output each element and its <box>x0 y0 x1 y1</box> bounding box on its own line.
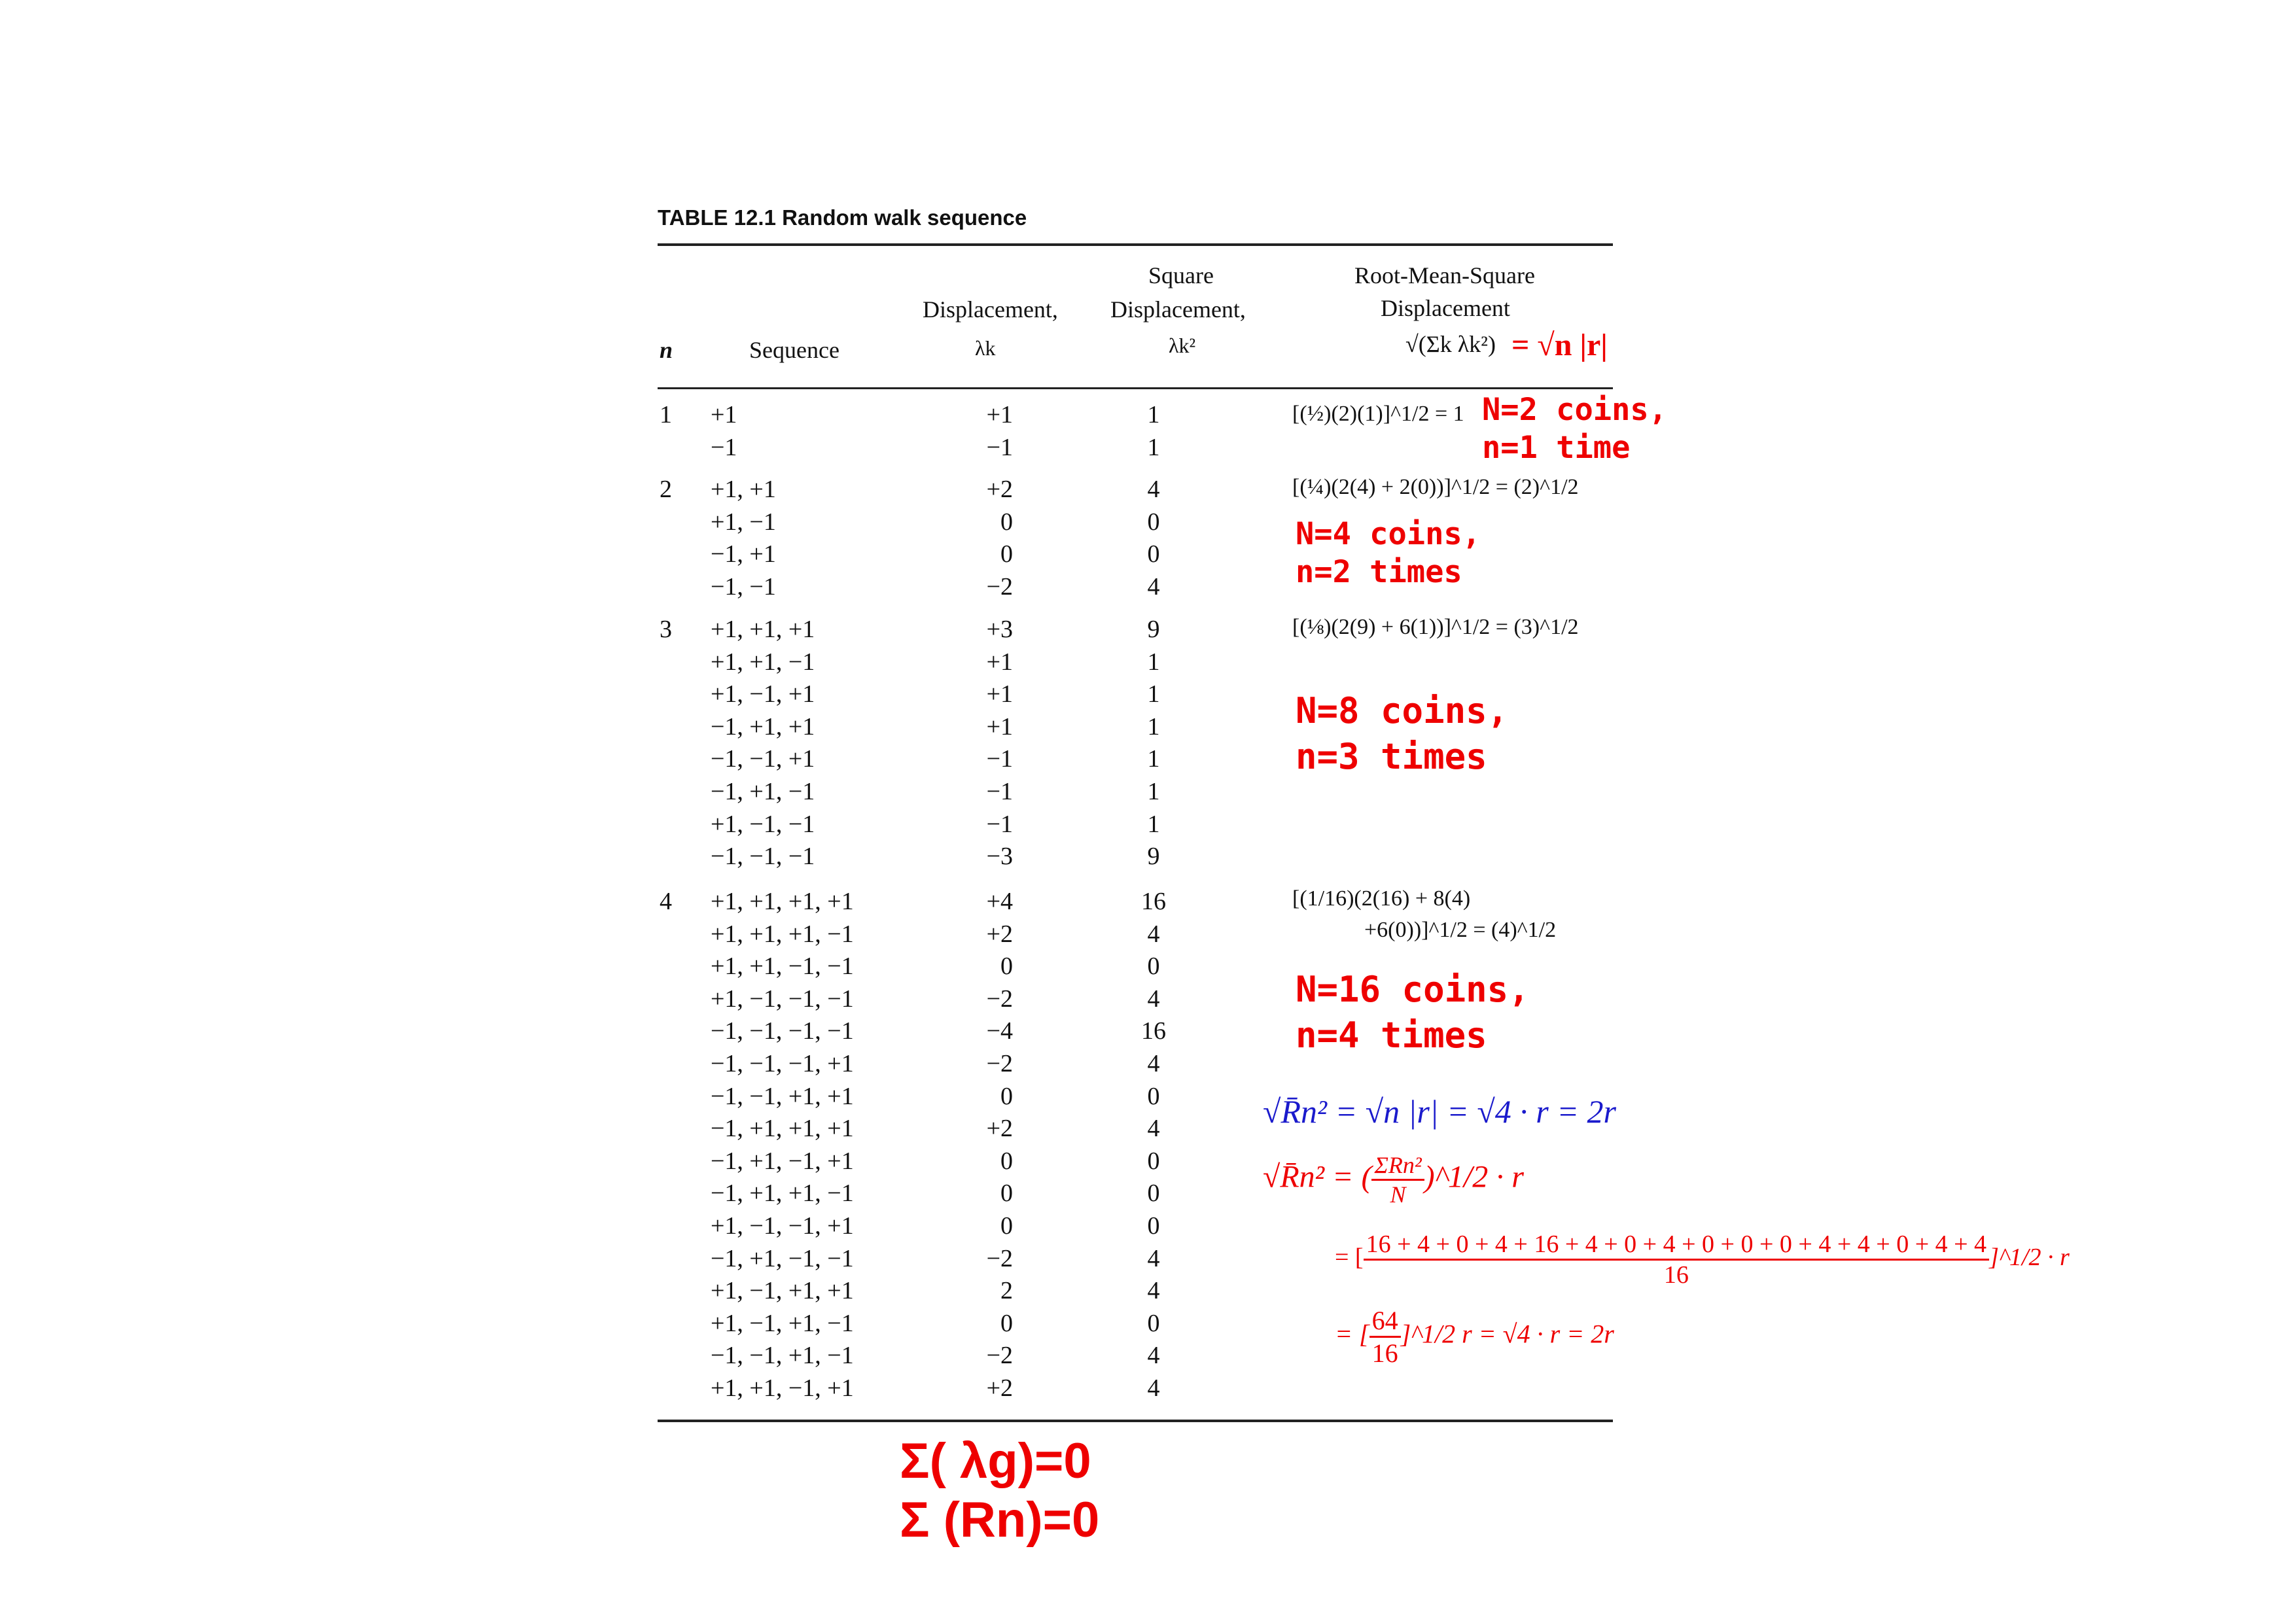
row-sequence: +1, −1, +1 <box>711 680 815 708</box>
header-rule <box>658 387 1613 389</box>
row-sequence: −1, −1, +1, +1 <box>711 1082 854 1110</box>
bottom-rule <box>658 1420 1613 1422</box>
row-displacement: 0 <box>1000 508 1013 536</box>
row-square-displacement: 1 <box>1147 433 1160 461</box>
header-rms-line3: √(Σk λk²) <box>1405 331 1496 357</box>
row-sequence: −1, −1, +1, −1 <box>711 1342 854 1370</box>
header-sequence: Sequence <box>749 337 839 363</box>
row-square-displacement: 4 <box>1147 1374 1160 1402</box>
row-sequence: −1, +1, +1 <box>711 712 815 741</box>
red-eq2-open: = [ <box>1335 1244 1364 1272</box>
row-displacement: −2 <box>986 985 1013 1013</box>
row-square-displacement: 16 <box>1141 1017 1166 1045</box>
row-square-displacement: 0 <box>1147 1082 1160 1110</box>
note-n1 <box>1482 391 1667 467</box>
row-displacement: −1 <box>986 778 1013 805</box>
row-square-displacement: 4 <box>1147 1277 1160 1305</box>
row-square-displacement: 4 <box>1147 572 1160 601</box>
red-eq3-denominator: 16 <box>1369 1336 1401 1369</box>
row-sequence: −1, −1, +1 <box>711 745 815 773</box>
red-eq1-numerator: ΣRn² <box>1374 1152 1422 1178</box>
red-eq1-rhs: )^1/2 · r <box>1424 1159 1524 1195</box>
row-square-displacement: 0 <box>1147 1212 1160 1240</box>
row-displacement: +1 <box>986 712 1013 741</box>
row-displacement: 0 <box>1000 1147 1013 1175</box>
red-rms-equation-2 <box>1335 1230 2070 1289</box>
header-square-line3: λk² <box>1169 334 1196 357</box>
table-row <box>660 887 1628 919</box>
row-sequence: −1 <box>711 433 737 461</box>
rms-formula-n2: [(¼)(2(4) + 2(0))]^1/2 = (2)^1/2 <box>1292 475 1579 499</box>
table-row <box>660 777 1628 809</box>
red-rms-equation-1 <box>1263 1151 1524 1208</box>
red-rms-equation-3 <box>1335 1305 1614 1369</box>
row-displacement: +2 <box>986 1374 1013 1402</box>
red-eq2-fraction <box>1364 1230 1989 1289</box>
row-square-displacement: 1 <box>1147 401 1160 428</box>
row-sequence: +1, +1 <box>711 476 776 503</box>
row-displacement: −2 <box>986 1244 1013 1272</box>
red-eq1-lhs: √R̄n² = ( <box>1263 1159 1372 1195</box>
red-eq2-numerator: 16 + 4 + 0 + 4 + 16 + 4 + 0 + 4 + 0 + 0 + 0 + 4 + 4 + 0 + 4 + 4 <box>1366 1230 1987 1258</box>
row-square-displacement: 4 <box>1147 985 1160 1013</box>
row-sequence: −1, −1, −1, +1 <box>711 1050 854 1077</box>
row-displacement: 2 <box>1000 1277 1013 1305</box>
row-displacement: −1 <box>986 745 1013 773</box>
row-sequence: +1, +1, −1 <box>711 648 815 676</box>
table-row <box>660 842 1628 874</box>
row-sequence: +1, −1, +1, −1 <box>711 1309 854 1337</box>
header-square-line2: Displacement, <box>1110 296 1246 323</box>
row-displacement: 0 <box>1000 540 1013 568</box>
table-row <box>660 540 1628 572</box>
red-eq3-numerator: 64 <box>1371 1306 1398 1335</box>
row-sequence: +1, +1, +1, −1 <box>711 920 854 948</box>
note-n4-line2: n=4 times <box>1296 1015 1487 1056</box>
note-n4-line1: N=16 coins, <box>1296 969 1530 1010</box>
note-n2-line2: n=2 times <box>1296 554 1462 590</box>
row-displacement: 0 <box>1000 1309 1013 1337</box>
row-sequence: −1, −1, −1, −1 <box>711 1017 854 1045</box>
header-displacement-line2: λk <box>975 336 996 360</box>
row-sequence: +1, +1, −1, −1 <box>711 952 854 981</box>
rms-formula-n3: [(⅛)(2(9) + 6(1))]^1/2 = (3)^1/2 <box>1292 615 1579 639</box>
row-sequence: +1, −1, −1, +1 <box>711 1212 854 1240</box>
row-square-displacement: 16 <box>1141 888 1166 915</box>
row-square-displacement: 0 <box>1147 952 1160 981</box>
row-sequence: +1, +1, +1, +1 <box>711 888 854 915</box>
header-rms-annotation: = √n |r| <box>1511 328 1608 362</box>
row-displacement: −2 <box>986 1050 1013 1077</box>
rms-formula-n4-line1: [(1/16)(2(16) + 8(4) <box>1292 886 1471 911</box>
header-square-line1: Square <box>1148 262 1214 288</box>
red-eq1-fraction <box>1371 1151 1424 1208</box>
table-row <box>660 508 1628 540</box>
rms-formula-n4-line2: +6(0))]^1/2 = (4)^1/2 <box>1364 918 1557 942</box>
table-row <box>660 648 1628 680</box>
red-eq3-tail: ]^1/2 r = √4 · r = 2r <box>1400 1319 1614 1349</box>
row-displacement: +2 <box>986 476 1013 503</box>
row-sequence: −1, +1, +1, −1 <box>711 1179 854 1208</box>
red-eq2-denominator: 16 <box>1364 1259 1989 1289</box>
top-rule <box>658 243 1613 246</box>
row-displacement: 0 <box>1000 1179 1013 1208</box>
row-square-displacement: 4 <box>1147 920 1160 948</box>
row-square-displacement: 4 <box>1147 1244 1160 1272</box>
row-square-displacement: 4 <box>1147 1342 1160 1370</box>
row-square-displacement: 1 <box>1147 712 1160 741</box>
table-title: TABLE 12.1 Random walk sequence <box>658 205 1027 230</box>
row-sequence: −1, +1 <box>711 540 776 568</box>
note-n2 <box>1296 515 1481 591</box>
row-sequence: −1, −1 <box>711 572 776 601</box>
row-displacement: 0 <box>1000 1212 1013 1240</box>
row-displacement: −4 <box>986 1017 1013 1045</box>
row-square-displacement: 1 <box>1147 745 1160 773</box>
red-eq3-fraction <box>1369 1305 1401 1369</box>
row-square-displacement: 9 <box>1147 616 1160 643</box>
note-n3 <box>1296 688 1508 780</box>
row-sequence: −1, +1, −1, −1 <box>711 1244 854 1272</box>
row-square-displacement: 9 <box>1147 843 1160 871</box>
row-displacement: −2 <box>986 1342 1013 1370</box>
row-n: 1 <box>660 401 672 428</box>
row-n: 4 <box>660 888 672 915</box>
table-row <box>660 1374 1628 1406</box>
note-n1-line1: N=2 coins, <box>1482 392 1667 428</box>
header-rms-line1: Root-Mean-Square <box>1354 262 1535 288</box>
row-sequence: +1, −1, −1, −1 <box>711 985 854 1013</box>
row-displacement: +1 <box>986 401 1013 428</box>
row-sequence: +1, −1 <box>711 508 776 536</box>
row-square-displacement: 4 <box>1147 476 1160 503</box>
row-displacement: +1 <box>986 648 1013 676</box>
red-eq3-open: = [ <box>1335 1319 1369 1349</box>
row-displacement: +1 <box>986 680 1013 708</box>
note-n3-line1: N=8 coins, <box>1296 690 1509 731</box>
row-displacement: 0 <box>1000 952 1013 981</box>
header-n: n <box>660 337 673 363</box>
row-square-displacement: 4 <box>1147 1115 1160 1143</box>
note-n3-line2: n=3 times <box>1296 736 1487 777</box>
row-displacement: 0 <box>1000 1082 1013 1110</box>
row-square-displacement: 1 <box>1147 680 1160 708</box>
row-square-displacement: 0 <box>1147 1179 1160 1208</box>
row-square-displacement: 0 <box>1147 508 1160 536</box>
red-eq1-denominator: N <box>1371 1179 1424 1208</box>
rms-formula-n1: [(½)(2)(1)]^1/2 = 1 <box>1292 402 1464 426</box>
row-square-displacement: 1 <box>1147 810 1160 838</box>
table-row <box>660 810 1628 842</box>
row-square-displacement: 4 <box>1147 1050 1160 1077</box>
red-eq2-tail: ]^1/2 · r <box>1989 1244 2070 1272</box>
row-displacement: −3 <box>986 843 1013 871</box>
row-displacement: −1 <box>986 433 1013 461</box>
row-displacement: +2 <box>986 1115 1013 1143</box>
row-square-displacement: 0 <box>1147 1147 1160 1175</box>
row-sequence: +1, −1, +1, +1 <box>711 1277 854 1305</box>
row-sequence: +1, +1, −1, +1 <box>711 1374 854 1402</box>
row-n: 2 <box>660 476 672 503</box>
row-displacement: −2 <box>986 572 1013 601</box>
header-displacement-line1: Displacement, <box>923 296 1058 323</box>
row-displacement: +4 <box>986 888 1013 915</box>
table-row <box>660 572 1628 604</box>
row-sequence: −1, +1, +1, +1 <box>711 1115 854 1143</box>
note-n1-line2: n=1 time <box>1482 430 1631 466</box>
row-displacement: +3 <box>986 616 1013 643</box>
row-sequence: +1, +1, +1 <box>711 616 815 643</box>
header-rms-line2: Displacement <box>1381 295 1510 321</box>
row-sequence: +1 <box>711 401 737 428</box>
row-square-displacement: 1 <box>1147 778 1160 805</box>
row-sequence: +1, −1, −1 <box>711 810 815 838</box>
row-sequence: −1, +1, −1 <box>711 778 815 805</box>
row-displacement: +2 <box>986 920 1013 948</box>
row-sequence: −1, −1, −1 <box>711 843 815 871</box>
row-square-displacement: 0 <box>1147 1309 1160 1337</box>
note-n4 <box>1296 967 1530 1058</box>
blue-rms-equation: √R̄n² = √n |r| = √4 · r = 2r <box>1263 1093 1616 1130</box>
row-square-displacement: 1 <box>1147 648 1160 676</box>
row-square-displacement: 0 <box>1147 540 1160 568</box>
row-n: 3 <box>660 616 672 643</box>
note-n2-line1: N=4 coins, <box>1296 516 1481 552</box>
row-sequence: −1, +1, −1, +1 <box>711 1147 854 1175</box>
sum-lambda: Σ( λg)=0 <box>900 1433 1091 1489</box>
row-displacement: −1 <box>986 810 1013 838</box>
sum-rn: Σ (Rn)=0 <box>900 1492 1100 1548</box>
